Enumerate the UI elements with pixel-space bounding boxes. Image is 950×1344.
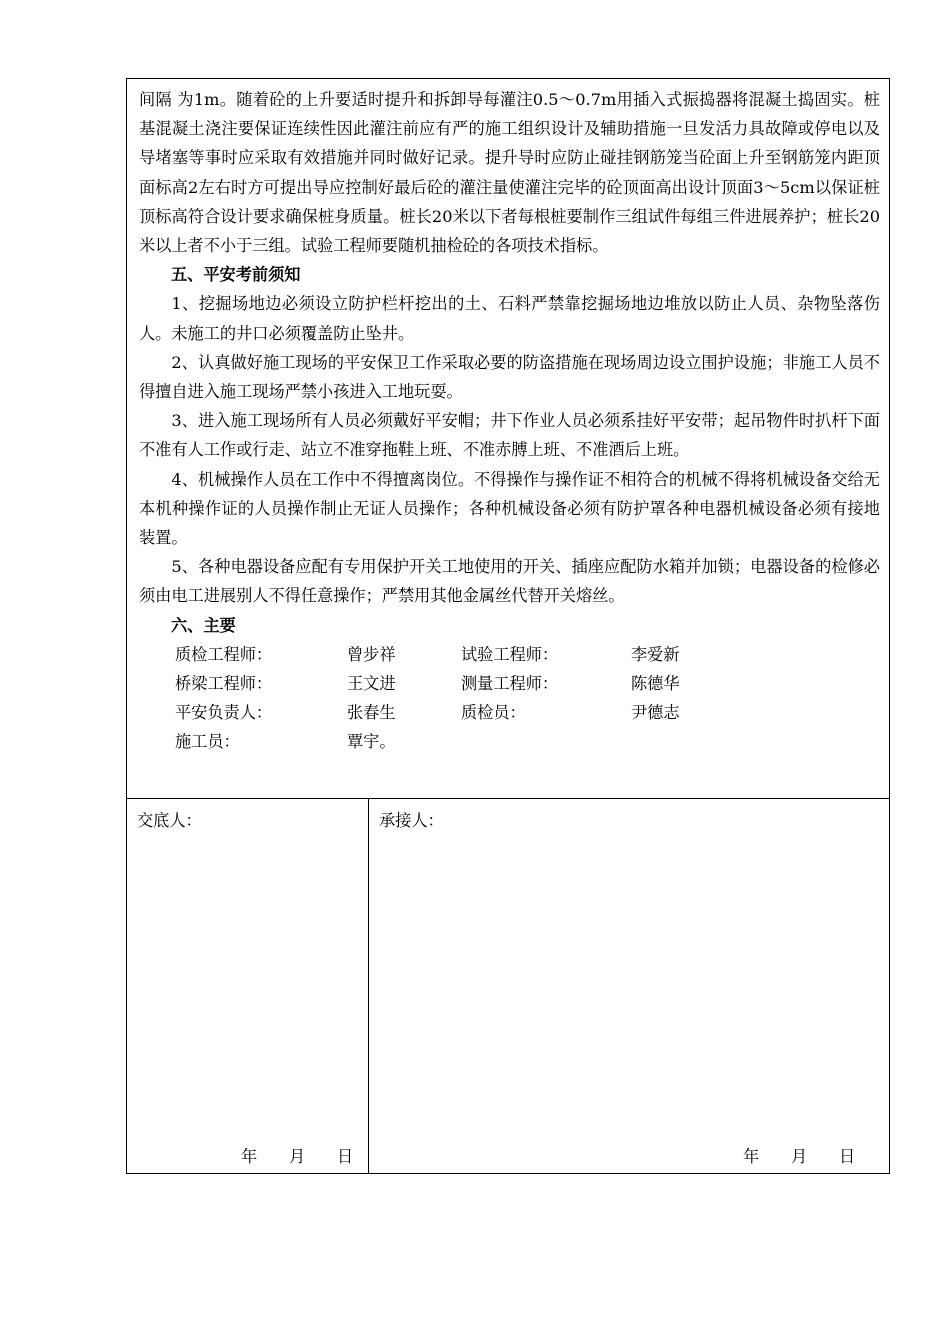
- staff-role: 平安负责人：: [175, 703, 273, 723]
- receiver-label: 承接人：: [379, 811, 444, 830]
- staff-role: 质检工程师：: [175, 644, 273, 664]
- staff-name: 陈德华: [631, 674, 680, 694]
- staff-role: 试验工程师：: [461, 644, 559, 664]
- receiver-signature-cell: [369, 799, 889, 1173]
- discloser-date: [241, 1143, 357, 1167]
- section-5-title: 五、平安考前须知: [171, 265, 301, 285]
- staff-name: 张春生: [347, 703, 396, 723]
- safety-item-2: 2、认真做好施工现场的平安保卫工作采取必要的防盗措施在现场周边设立围护设施；非施工人员不得擅自进入施工现场严禁小孩进入工地玩耍。: [139, 352, 880, 402]
- discloser-signature-cell: [127, 799, 369, 1173]
- content-cell: [127, 79, 889, 799]
- staff-row: [175, 669, 880, 698]
- staff-row: [175, 727, 880, 756]
- date-day: 日: [337, 1147, 354, 1166]
- staff-name: 李爱新: [631, 644, 680, 664]
- staff-role: [461, 727, 631, 756]
- staff-name: 曾步祥: [347, 644, 396, 664]
- construction-paragraph: 间隔 为1m。随着砼的上升要适时提升和拆卸导每灌注0.5～0.7m用插入式振捣器将混凝土捣固实。桩基混凝土浇注要保证连续性因此灌注前应有严的施工组织设计及辅助措施一旦发活力具故障或停电以及导堵塞等事时应采取有效措施并同时做好记录。提升导时应防止碰挂钢筋笼当砼面上升至钢筋笼内距顶面标高2左右时方可提出导应控制好最后砼的灌注量使灌注完毕的砼顶面高出设计顶面3～5cm以保证桩顶标高符合设计要求确保桩身质量。桩长20米以下者每根桩要制作三组试件每组三件进展养护；桩长20米以上者不小于三组。试验工程师要随机抽检砼的各项技术指标。: [139, 90, 880, 256]
- safety-item-4: 4、机械操作人员在工作中不得擅离岗位。不得操作与操作证不相符合的机械不得将机械设备交给无本机种操作证的人员操作制止无证人员操作；各种机械设备必须有防护罩各种电器机械设备必须有接地装置。: [139, 469, 880, 548]
- safety-item-1: 1、挖掘场地边必须设立防护栏杆挖出的土、石料严禁靠挖掘场地边堆放以防止人员、杂物坠落伤人。未施工的井口必须覆盖防止坠井。: [139, 294, 880, 343]
- receiver-date: [743, 1143, 859, 1167]
- staff-name: [631, 727, 751, 756]
- safety-item-3: 3、进入施工现场所有人员必须戴好平安帽；井下作业人员必须系挂好平安带；起吊物件时扒杆下面不准有人工作或行走、站立不准穿拖鞋上班、不准赤膊上班、不准酒后上班。: [139, 411, 880, 460]
- staff-role: 施工员：: [175, 732, 240, 752]
- staff-list: [139, 640, 880, 757]
- safety-item-5: 5、各种电器设备应配有专用保护开关工地使用的开关、插座应配防水箱并加锁；电器设备的检修必须由电工进展别人不得任意操作；严禁用其他金属丝代替开关熔丝。: [139, 557, 880, 606]
- staff-name: 尹德志: [631, 703, 680, 723]
- staff-row: [175, 698, 880, 727]
- disclosure-form-table: [126, 78, 890, 1174]
- date-month: 月: [289, 1147, 306, 1166]
- staff-role: 桥梁工程师：: [175, 674, 273, 694]
- date-month: 月: [791, 1147, 808, 1166]
- date-day: 日: [839, 1147, 856, 1166]
- date-year: 年: [241, 1147, 258, 1166]
- discloser-label: 交底人：: [137, 811, 202, 830]
- signature-row: [127, 799, 889, 1173]
- staff-row: [175, 640, 880, 669]
- section-6-title: 六、主要: [171, 615, 236, 635]
- staff-name: 王文进: [347, 674, 396, 694]
- staff-name: 覃宇。: [347, 732, 396, 752]
- staff-role: 质检员：: [461, 703, 526, 723]
- staff-role: 测量工程师：: [461, 674, 559, 694]
- date-year: 年: [743, 1147, 760, 1166]
